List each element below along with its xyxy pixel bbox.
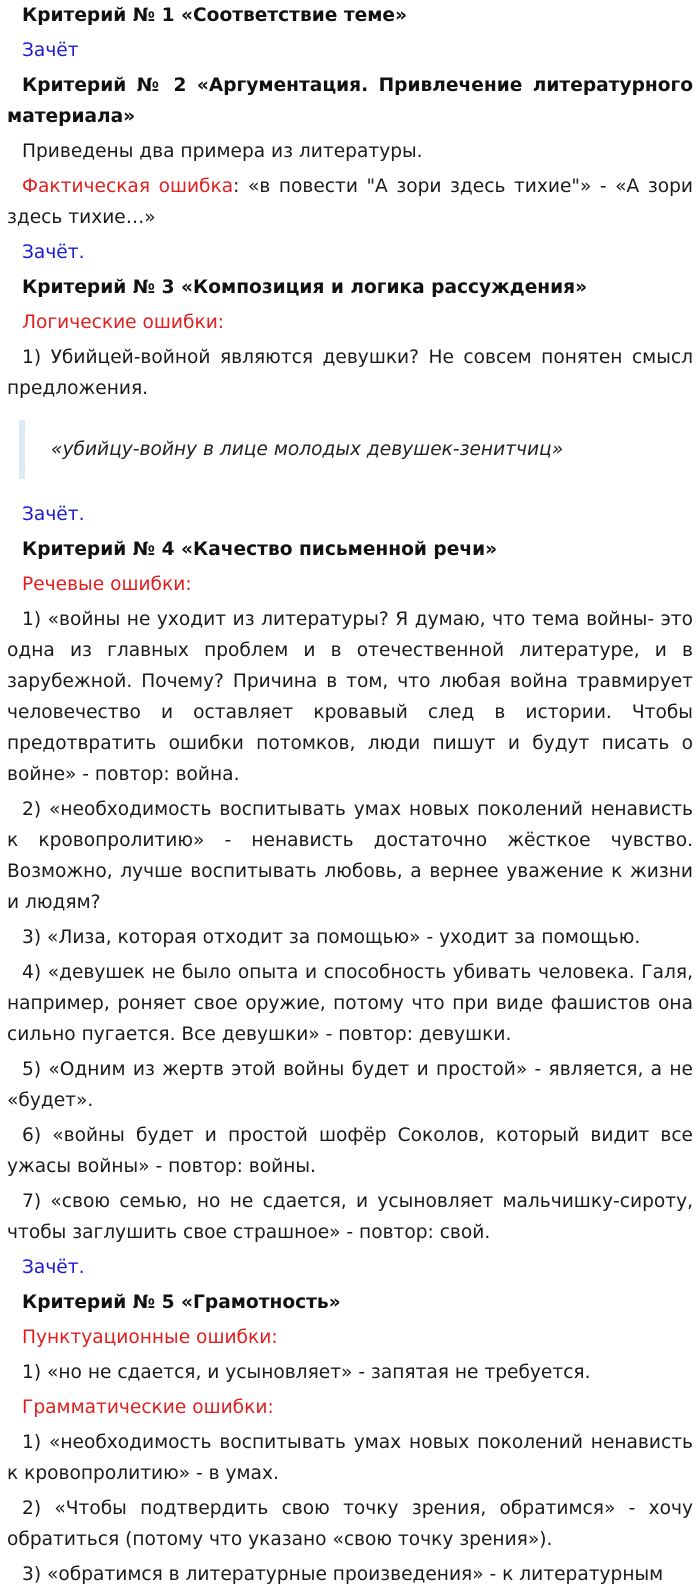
- criterion-4-result: Зачёт.: [22, 1257, 85, 1278]
- quote-block: «убийцу-войну в лице молодых девушек-зенитчиц»: [19, 420, 693, 479]
- fact-error-text: : «в повести "А зори здесь тихие"» - «А зори здесь тихие…»: [7, 176, 693, 228]
- criterion-2-fact-error: [7, 171, 693, 233]
- grammar-error-item: 3) «обратимся в литературные произведения» - к литературным: [22, 1564, 664, 1585]
- criterion-2-result: Зачёт.: [22, 242, 85, 263]
- speech-error-item: 4) «девушек не было опыта и способность убивать человека. Галя, например, роняет свое оружие, потому что при виде фашистов она сильно пугается. Все девушки» - повтор: девушки.: [7, 962, 693, 1045]
- criterion-2-title: Критерий № 2 «Аргументация. Привлечение литературного материала»: [7, 75, 693, 127]
- grammar-error-item: 1) «необходимость воспитывать умах новых поколений ненависть к кровопролитию» - в умах.: [7, 1432, 693, 1484]
- speech-error-item: 6) «войны будет и простой шофёр Соколов, который видит все ужасы войны» - повтор: войны.: [7, 1125, 693, 1177]
- speech-error-item: 1) «войны не уходит из литературы? Я думаю, что тема войны- это одна из главных проблем и в отечественной литературе, и в зарубежной. Почему? Причина в том, что любая война травмирует человечество и оставляет кровавый след в истории. Чтобы предотвратить ошибки потомков, люди пишут и будут писать о войне» - повтор: война.: [7, 609, 693, 785]
- criterion-1-result: Зачёт: [22, 40, 79, 61]
- speech-errors-label: Речевые ошибки:: [22, 574, 192, 595]
- criterion-1-title: Критерий № 1 «Соответствие теме»: [22, 5, 408, 26]
- criterion-3-result: Зачёт.: [22, 504, 85, 525]
- grammar-error-item: 2) «Чтобы подтвердить свою точку зрения, обратимся» - хочу обратиться (потому что указано «свою точку зрения»).: [7, 1498, 693, 1550]
- criterion-5-title: Критерий № 5 «Грамотность»: [22, 1292, 341, 1313]
- fact-error-label: Фактическая ошибка: [22, 176, 234, 197]
- speech-error-item: 5) «Одним из жертв этой войны будет и простой» - является, а не «будет».: [7, 1059, 693, 1111]
- grammar-errors-label: Грамматические ошибки:: [22, 1397, 274, 1418]
- logic-errors-label: Логические ошибки:: [22, 312, 225, 333]
- speech-error-item: 7) «свою семью, но не сдается, и усыновляет мальчишку-сироту, чтобы заглушить свое страшное» - повтор: свой.: [7, 1191, 693, 1243]
- speech-error-item: 2) «необходимость воспитывать умах новых поколений ненависть к кровопролитию» - ненависть достаточно жёсткое чувство. Возможно, лучше воспитывать любовь, а вернее уважение к жизни и людям?: [7, 799, 693, 913]
- punctuation-errors-label: Пунктуационные ошибки:: [22, 1327, 278, 1348]
- logic-error-item: 1) Убийцей-войной являются девушки? Не совсем понятен смысл предложения.: [7, 347, 693, 399]
- criterion-4-title: Критерий № 4 «Качество письменной речи»: [22, 539, 498, 560]
- punctuation-error-item: 1) «но не сдается, и усыновляет» - запятая не требуется.: [22, 1362, 591, 1383]
- speech-error-item: 3) «Лиза, которая отходит за помощью» - уходит за помощью.: [22, 927, 641, 948]
- criterion-3-title: Критерий № 3 «Композиция и логика рассуждения»: [22, 277, 588, 298]
- criterion-2-comment: Приведены два примера из литературы.: [22, 141, 423, 162]
